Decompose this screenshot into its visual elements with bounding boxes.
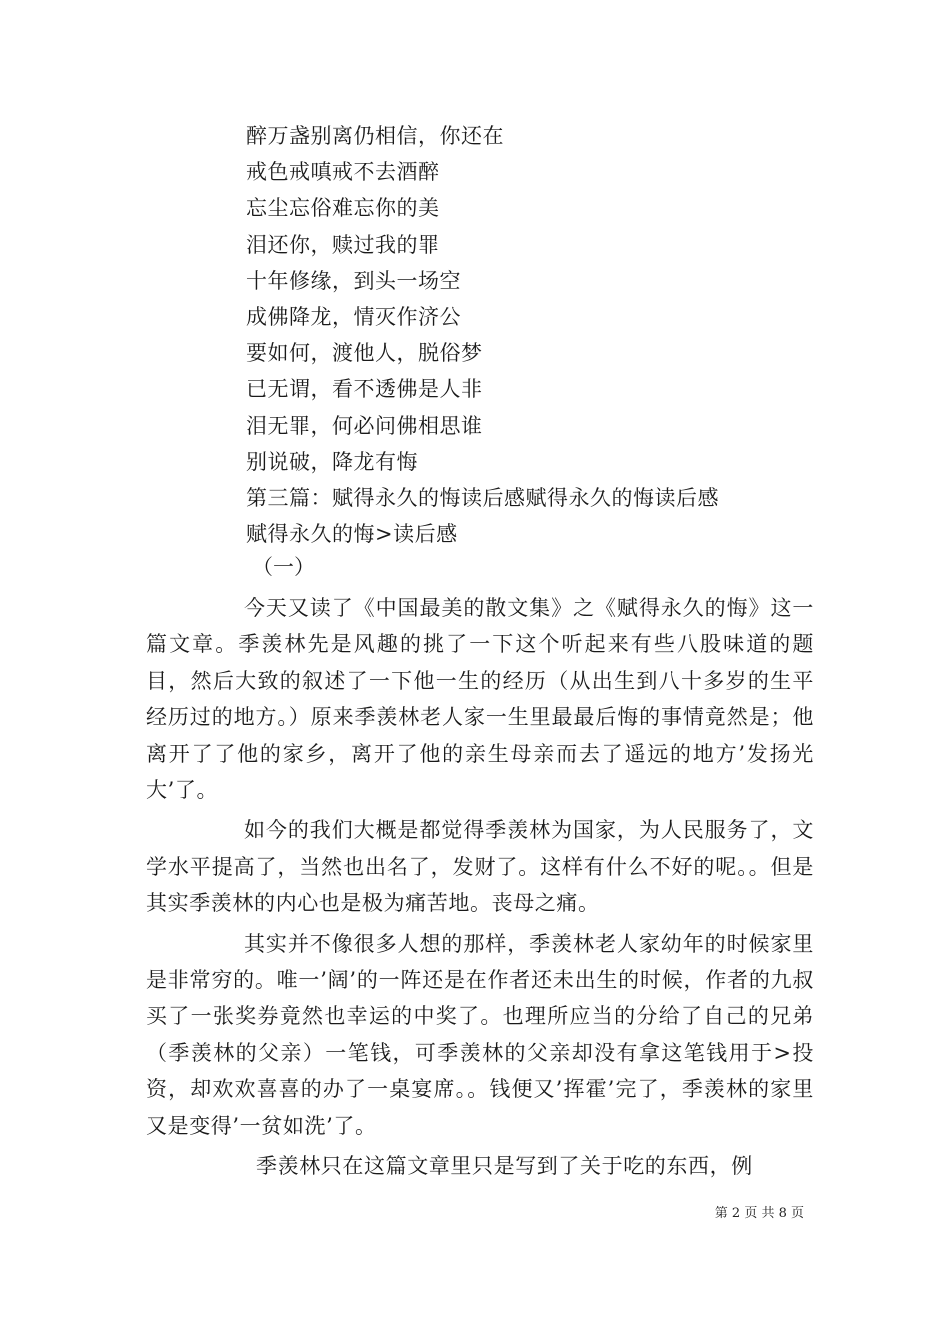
verse-block	[246, 118, 719, 552]
section-heading: 第三篇：赋得永久的悔读后感赋得永久的悔读后感	[246, 485, 719, 510]
verse-line: 泪无罪，何必问佛相思谁	[246, 413, 483, 438]
verse-line: 别说破，降龙有悔	[246, 449, 418, 474]
article-title: 赋得永久的悔>读后感	[246, 522, 458, 547]
section-marker: （一）	[252, 555, 315, 579]
paragraph: 季羡林只在这篇文章里只是写到了关于吃的东西，例	[256, 1154, 753, 1179]
page-number: 第 2 页 共 8 页	[714, 1206, 804, 1221]
verse-line: 十年修缘，到头一场空	[246, 268, 461, 293]
article-body	[146, 590, 814, 1189]
verse-line: 泪还你，赎过我的罪	[246, 232, 440, 257]
paragraph: 其实并不像很多人想的那样，季羡林老人家幼年的时候家里是非常穷的。唯一’阔’的一阵还是在作者还未出生的时候，作者的九叔买了一张奖券竟然也幸运的中奖了。也理所应当的分给了自己的兄弟（季羡林的父亲）一笔钱，可季羡林的父亲却没有拿这笔钱用于>投资，却欢欢喜喜的办了一桌宴席。。钱便又’挥霍’完了，季羡林的家里又是变得’一贫如洗’了。	[146, 931, 814, 1138]
verse-line: 成佛降龙，情灭作济公	[246, 304, 461, 329]
paragraph: 今天又读了《中国最美的散文集》之《赋得永久的悔》这一篇文章。季羡林先是风趣的挑了一下这个听起来有些八股味道的题目，然后大致的叙述了一下他一生的经历（从出生到八十多岁的生平经历过的地方。）原来季羡林老人家一生里最最后悔的事情竟然是；他离开了了他的家乡，离开了他的亲生母亲而去了遥远的地方’发扬光大’了。	[146, 596, 814, 803]
verse-line: 要如何，渡他人，脱俗梦	[246, 341, 483, 366]
verse-line: 戒色戒嗔戒不去酒醉	[246, 160, 440, 185]
verse-line: 忘尘忘俗难忘你的美	[246, 196, 440, 221]
verse-line: 醉万盏别离仍相信，你还在	[246, 124, 504, 148]
verse-line: 已无谓，看不透佛是人非	[246, 377, 483, 402]
paragraph: 如今的我们大概是都觉得季羡林为国家，为人民服务了，文学水平提高了，当然也出名了，发财了。这样有什么不好的呢。。但是其实季羡林的内心也是极为痛苦地。丧母之痛。	[146, 818, 814, 916]
